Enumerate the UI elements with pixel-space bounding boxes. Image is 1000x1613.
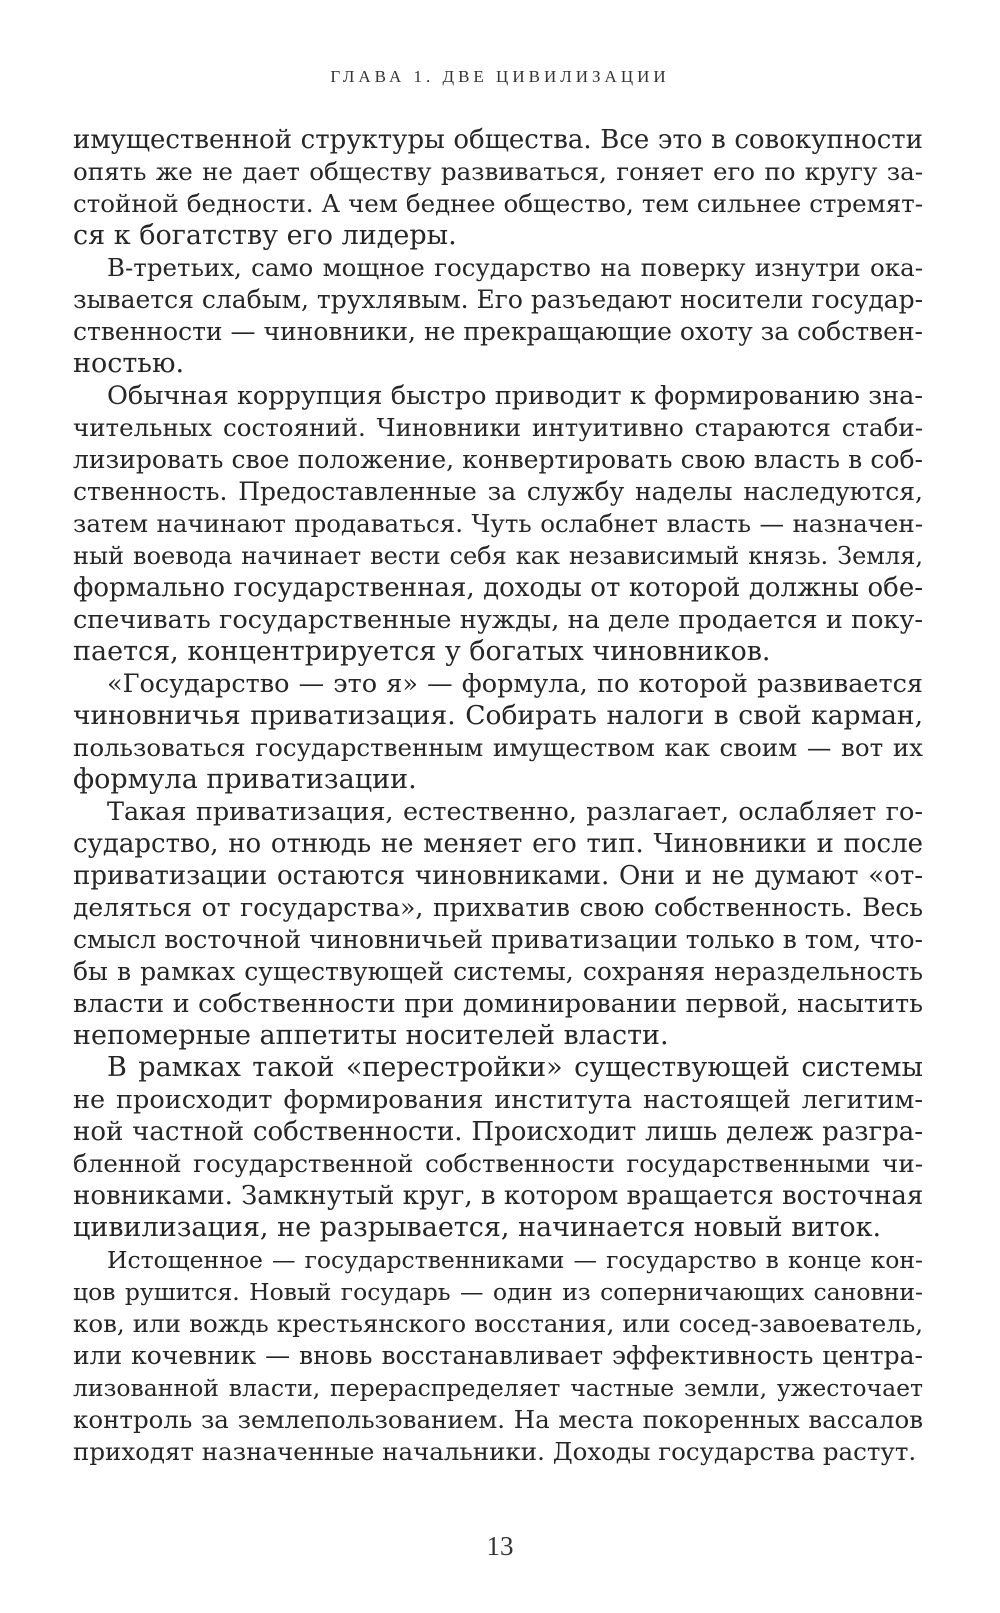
text-line: Истощенное — государственниками — государство в конце кон- <box>107 1246 923 1274</box>
text-line: лизировать свое положение, конвертировать свою власть в соб- <box>73 445 923 474</box>
text-line: ностью. <box>73 348 185 379</box>
text-line: В-третьих, само мощное государство на поверку изнутри ока- <box>107 253 923 282</box>
text-line: приватизации остаются чиновниками. Они и не думают «от- <box>73 861 923 891</box>
text-line: ков, или вождь крестьянского восстания, или сосед-завоеватель, <box>73 1309 923 1338</box>
paragraph <box>73 1052 923 1244</box>
text-line: ной частной собственности. Происходит лишь дележ разгра- <box>73 1117 923 1147</box>
paragraph <box>73 668 923 796</box>
text-line: приходят назначенные начальники. Доходы государства растут. <box>73 1437 917 1466</box>
text-line: опять же не дает обществу развиваться, гоняет его по кругу за- <box>73 157 923 186</box>
text-line: формально государственная, доходы от которой должны обе- <box>73 573 923 603</box>
text-line: пается, концентрируется у богатых чиновников. <box>73 636 771 667</box>
text-line: ственности — чиновники, не прекращающие охоту за собствен- <box>73 317 923 346</box>
text-line: не происходит формирования института настоящей легитим- <box>73 1085 923 1115</box>
paragraph <box>73 252 923 380</box>
text-line: формула приватизации. <box>73 764 417 795</box>
text-line: чиновничья приватизация. Собирать налоги в свой карман, <box>73 700 923 731</box>
text-line: сударство, но отнюдь не меняет его тип. Чиновники и после <box>73 829 923 859</box>
text-line: новниками. Замкнутый круг, в котором вращается восточная <box>73 1181 924 1211</box>
text-line: Такая приватизация, естественно, разлагает, ослабляет го- <box>107 797 923 827</box>
running-head: ГЛАВА 1. ДВЕ ЦИВИЛИЗАЦИИ <box>330 67 670 86</box>
text-line: чительных состояний. Чиновники интуитивно стараются стаби- <box>73 413 923 442</box>
text-line: цивилизация, не разрывается, начинается новый виток. <box>73 1212 882 1243</box>
text-line: зывается слабым, трухлявым. Его разъедают носители государ- <box>73 285 924 314</box>
text-line: затем начинают продаваться. Чуть ослабнет власть — назначен- <box>73 509 923 538</box>
text-line: лизованной власти, перераспределяет частные земли, ужесточает <box>73 1374 923 1402</box>
text-line: ся к богатству его лидеры. <box>73 220 457 251</box>
text-line: бы в рамках существующей системы, сохраняя нераздельность <box>73 957 923 986</box>
page-number: 13 <box>486 1531 514 1561</box>
text-line: непомерные аппетиты носителей власти. <box>73 1020 669 1051</box>
text-line: спечивать государственные нужды, на деле продается и поку- <box>73 605 923 635</box>
text-line: деляться от государства», прихватив свою собственность. Весь <box>73 893 923 922</box>
text-line: имущественной структуры общества. Все это в совокупности <box>73 125 923 155</box>
text-line: пользоваться государственным имуществом как своим — вот их <box>73 733 923 762</box>
text-line: В рамках такой «перестройки» существующей системы <box>107 1052 923 1083</box>
paragraph <box>73 1244 923 1468</box>
body-text <box>73 124 923 1468</box>
text-line: цов рушится. Новый государь — один из соперничающих сановни- <box>73 1278 923 1306</box>
text-line: контроль за землепользованием. На места покоренных вассалов <box>73 1405 923 1434</box>
text-line: стойной бедности. А чем беднее общество, тем сильнее стремят- <box>73 189 923 218</box>
paragraph <box>73 796 923 1052</box>
text-line: власти и собственности при доминировании первой, насытить <box>73 989 923 1019</box>
text-line: или кочевник — вновь восстанавливает эффективность центра- <box>73 1341 923 1370</box>
text-line: бленной государственной собственности государственными чи- <box>73 1149 923 1178</box>
paragraph <box>73 124 923 252</box>
paragraph <box>73 380 923 668</box>
text-line: смысл восточной чиновничьей приватизации только в том, что- <box>73 925 923 954</box>
text-line: ный воевода начинает вести себя как независимый князь. Земля, <box>73 542 923 570</box>
text-line: Обычная коррупция быстро приводит к формированию зна- <box>107 381 923 411</box>
text-line: ственность. Предоставленные за службу наделы наследуются, <box>73 477 923 506</box>
text-line: «Государство — это я» — формула, по которой развивается <box>107 669 923 699</box>
